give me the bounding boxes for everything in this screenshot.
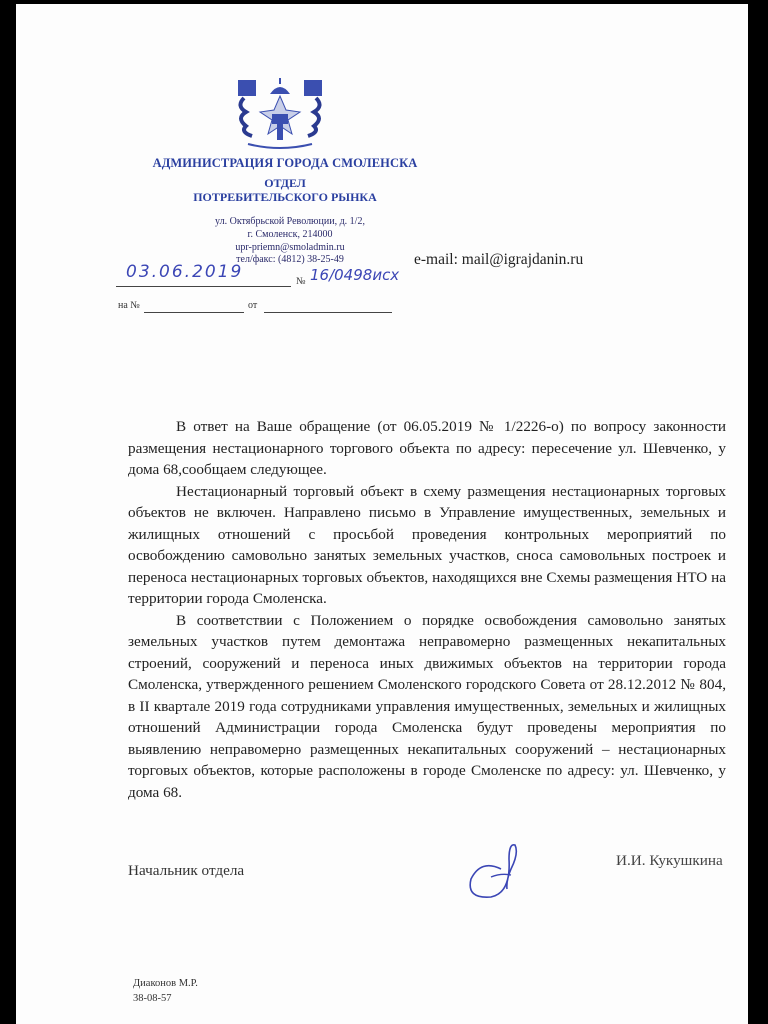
ref-date-line — [264, 312, 392, 313]
address-email: upr-priemn@smoladmin.ru — [235, 241, 345, 253]
handwritten-number: 16/0498исх — [310, 266, 400, 284]
organization-name: АДМИНИСТРАЦИЯ ГОРОДА СМОЛЕНСКА — [152, 156, 418, 170]
body-paragraph: Нестационарный торговый объект в схему размещения нестационарных торговых объектов не включен. Направлено письмо в Управление имущественных, земельных и жилищных отношений с просьбой проведения контрольных мероприятий по освобождению самовольно занятых земельных участков, сноса самовольных построек и переноса нестационарных торговых объектов, находящихся вне Схемы размещения НТО на территории города Смоленска. — [128, 482, 726, 607]
ref-number-line — [144, 312, 244, 313]
signatory-position: Начальник отдела — [128, 862, 245, 879]
executor-info — [133, 976, 198, 1006]
address-street: ул. Октябрьской Революции, д. 1/2, — [215, 216, 365, 227]
department-name — [130, 176, 440, 204]
handwritten-signature — [461, 839, 541, 904]
body-paragraph: В ответ на Ваше обращение (от 06.05.2019 № 1/2226-о) по вопросу законности размещения нестационарного торгового объекта по адресу: пересечение ул. Шевченко, у дома 68,сообщаем следующее. — [128, 418, 726, 478]
body-paragraph: В соответствии с Положением о порядке освобождения самовольно занятых земельных участков путем демонтажа неправомерно размещенных некапитальных строений, сооружений и переноса иных движимых объектов на территории города Смоленска, утвержденного решением Смоленского городского Совета от 28.12.2012 № 804, в II квартале 2019 года сотрудниками управления имущественных, земельных и жилищных отношений Администрации города Смоленска будут проведены мероприятия по выявлению неправомерно размещенных некапитальных сооружений – нестационарных торговых объектов, которые расположены в городе Смоленске по адресу: ул. Шевченко, у дома 68. — [128, 611, 726, 801]
letter-body — [128, 416, 726, 803]
coat-of-arms-emblem — [234, 76, 326, 152]
letterhead-address — [200, 216, 380, 267]
number-label: № — [296, 276, 306, 287]
ref-from-label: от — [248, 300, 258, 311]
recipient-email: e-mail: mail@igrajdanin.ru — [414, 251, 584, 268]
executor-phone: 38-08-57 — [133, 993, 172, 1004]
date-underline — [116, 286, 291, 287]
department-line-2: ПОТРЕБИТЕЛЬСКОГО РЫНКА — [193, 190, 377, 204]
address-phone: тел/факс: (4812) 38-25-49 — [236, 254, 344, 266]
document-page — [16, 4, 748, 1024]
signatory-name: И.И. Кукушкина — [616, 852, 723, 869]
ref-number-label: на № — [118, 300, 140, 311]
department-line-1: ОТДЕЛ — [264, 176, 306, 190]
address-city: г. Смоленск, 214000 — [247, 228, 333, 240]
handwritten-date: 03.06.2019 — [126, 262, 244, 282]
executor-name: Диаконов М.Р. — [133, 978, 198, 989]
